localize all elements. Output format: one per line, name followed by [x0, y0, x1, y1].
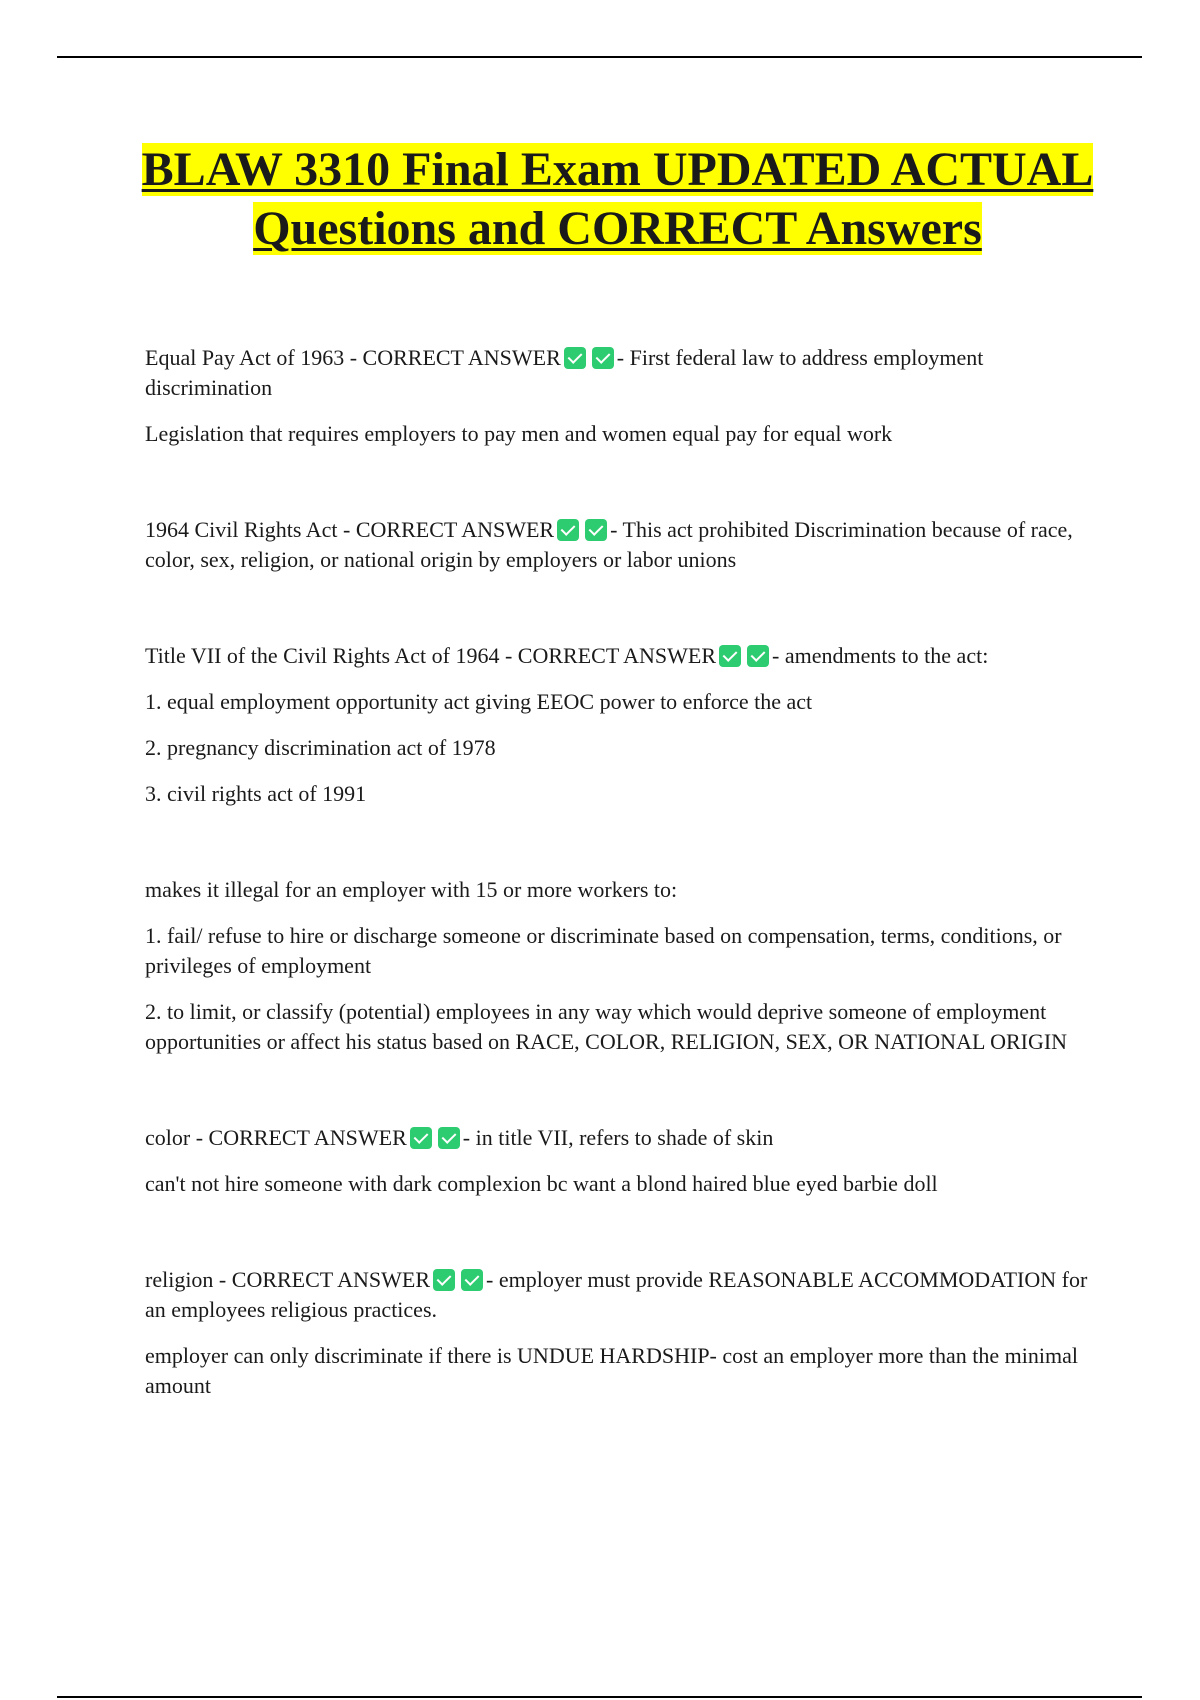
answer-detail: makes it illegal for an employer with 15 or more workers to: [145, 877, 678, 902]
check-icon [564, 347, 586, 369]
top-rule [57, 56, 1142, 58]
check-icon [433, 1269, 455, 1291]
answer-text: - employer must provide REASONABLE ACCOMMODATION for an employees religious practices. [145, 1267, 1088, 1322]
answer-text: - This act prohibited Discrimination because of race, color, sex, religion, or national origin by employers or labor unions [145, 517, 1073, 572]
answer-marker: CORRECT ANSWER [355, 517, 555, 542]
qa-entry [145, 515, 1095, 575]
answer-detail: 2. pregnancy discrimination act of 1978 [145, 735, 496, 760]
answer-marker: CORRECT ANSWER [362, 345, 561, 370]
check-icon [557, 519, 579, 541]
answer-detail: 2. to limit, or classify (potential) employees in any way which would deprive someone of employment opportunities or affect his status based on RACE, COLOR, RELIGION, SEX, OR NATIONAL ORIGIN [145, 999, 1068, 1054]
answer-detail: employer can only discriminate if there is UNDUE HARDSHIP- cost an employer more than the minimal amount [145, 1343, 1078, 1398]
check-icon [592, 347, 614, 369]
term: religion - [145, 1267, 232, 1292]
term: color - [145, 1125, 209, 1150]
document-title-text: BLAW 3310 Final Exam UPDATED ACTUAL Questions and CORRECT Answers [141, 143, 1094, 255]
qa-entry [145, 1123, 1095, 1153]
term: Equal Pay Act of 1963 - [145, 345, 363, 370]
answer-marker: CORRECT ANSWER [208, 1125, 407, 1150]
qa-entry [145, 1265, 1095, 1325]
answer-marker: CORRECT ANSWER [231, 1267, 431, 1292]
document-title [120, 140, 1115, 258]
document-body [145, 343, 1095, 1417]
answer-detail: 1. fail/ refuse to hire or discharge someone or discriminate based on compensation, terms, conditions, or privileges of employment [145, 923, 1062, 978]
check-icon [461, 1269, 483, 1291]
check-icon [719, 645, 741, 667]
answer-text: - First federal law to address employment discrimination [145, 345, 984, 400]
term: Title VII of the Civil Rights Act of 1964 - [145, 643, 518, 668]
answer-detail: can't not hire someone with dark complexion bc want a blond haired blue eyed barbie doll [145, 1171, 938, 1196]
answer-marker: CORRECT ANSWER [517, 643, 717, 668]
answer-text: - amendments to the act: [772, 643, 989, 668]
qa-entry [145, 641, 1095, 671]
qa-entry [145, 343, 1095, 403]
check-icon [410, 1127, 432, 1149]
term: 1964 Civil Rights Act - [145, 517, 356, 542]
check-icon [747, 645, 769, 667]
answer-detail: Legislation that requires employers to pay men and women equal pay for equal work [145, 421, 893, 446]
check-icon [438, 1127, 460, 1149]
check-icon [585, 519, 607, 541]
answer-detail: 1. equal employment opportunity act giving EEOC power to enforce the act [145, 689, 813, 714]
bottom-rule [57, 1696, 1142, 1698]
answer-detail: 3. civil rights act of 1991 [145, 781, 367, 806]
answer-text: - in title VII, refers to shade of skin [462, 1125, 774, 1150]
